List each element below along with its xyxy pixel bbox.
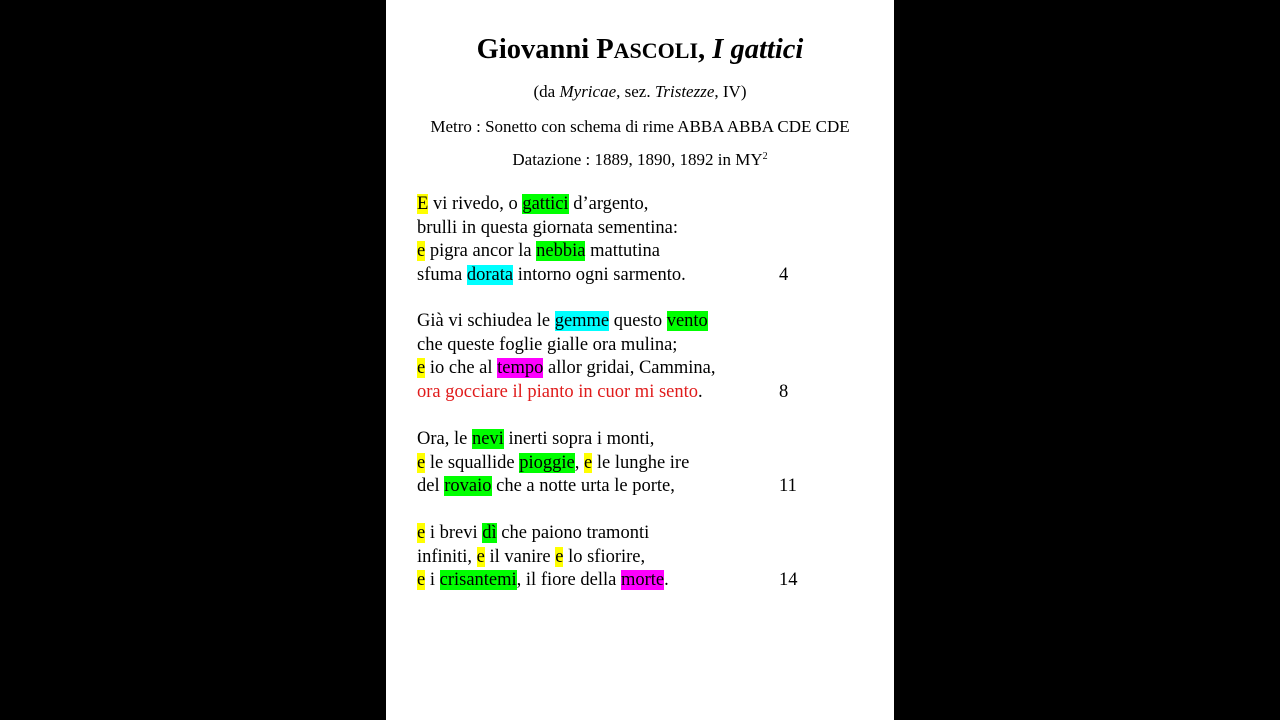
dating-line <box>386 149 894 171</box>
title-comma: , <box>698 34 713 65</box>
verse-line <box>417 475 857 499</box>
highlighted-word-yellow: e <box>417 358 426 378</box>
verse-text-segment: , <box>574 452 584 473</box>
highlighted-word-green: dì <box>482 523 497 543</box>
verse-text-segment: vi rivedo, o <box>428 194 523 214</box>
verse-text-segment: , il fiore della <box>516 570 621 590</box>
verse-text-segment: i <box>425 570 440 590</box>
author-last-initial: P <box>596 34 614 65</box>
stanza-3 <box>417 428 857 499</box>
verse-line <box>417 240 857 264</box>
line-number: 14 <box>779 570 798 590</box>
stanza-4 <box>417 522 857 593</box>
verse-line <box>417 334 857 358</box>
verse-text-segment: allor gridai, Cammina, <box>543 358 716 378</box>
document-page <box>386 0 894 720</box>
verse-text-segment: questo <box>609 311 667 331</box>
highlighted-word-yellow: e <box>417 523 426 543</box>
highlighted-word-cyan: gemme <box>554 311 610 331</box>
highlighted-word-yellow: E <box>417 194 429 214</box>
line-number: 8 <box>779 381 789 402</box>
verse-line <box>417 217 857 241</box>
verse-text-segment: i brevi <box>425 523 483 543</box>
highlighted-word-green: pioggie <box>519 452 575 473</box>
verse-line <box>417 381 857 405</box>
red-text-segment: ora gocciare il pianto in cuor mi sento <box>417 381 699 402</box>
metre-line: Metro : Sonetto con schema di rime ABBA ABBA CDE CDE <box>430 117 850 136</box>
verse-line <box>417 193 857 217</box>
verse-line <box>417 357 857 381</box>
verse-line <box>417 428 857 452</box>
line-number: 11 <box>779 476 797 496</box>
dating-text: Datazione : 1889, 1890, 1892 in MY <box>512 150 763 169</box>
verse-text-segment: sfuma <box>417 264 467 285</box>
stanza-1 <box>417 193 857 287</box>
highlighted-word-yellow: e <box>417 570 426 590</box>
verse-text-segment: del <box>417 476 445 496</box>
source-prefix: (da <box>533 82 560 101</box>
verse-text-segment: che paiono tramonti <box>496 523 650 543</box>
source-suffix: , IV) <box>714 82 747 101</box>
source-middle: , sez. <box>616 82 655 101</box>
verse-text-segment: io che al <box>425 358 498 378</box>
verse-text-segment: le squallide <box>425 452 520 473</box>
verse-text-segment: inerti sopra i monti, <box>503 429 655 449</box>
source-section: Tristezze <box>654 82 715 101</box>
verse-line <box>417 569 857 593</box>
verse-text-segment: mattutina <box>585 241 660 261</box>
line-number: 4 <box>779 264 789 285</box>
verse-text-segment: Già vi schiudea le <box>417 311 555 331</box>
author-last-name-rest: ASCOLI <box>613 38 699 63</box>
highlighted-word-magenta: tempo <box>497 358 544 378</box>
highlighted-word-yellow: e <box>417 241 426 261</box>
verse-text-segment: pigra ancor la <box>425 241 537 261</box>
highlighted-word-green: nevi <box>471 429 504 449</box>
highlighted-word-yellow: e <box>417 452 426 473</box>
highlighted-word-yellow: e <box>584 452 593 473</box>
author-first-name: Giovanni <box>476 34 597 65</box>
highlighted-word-green: gattici <box>522 194 569 214</box>
source-collection: Myricae <box>559 82 617 101</box>
verse-line <box>417 452 857 476</box>
highlighted-word-green: rovaio <box>444 476 492 496</box>
verse-line <box>417 522 857 546</box>
source-line <box>386 81 894 103</box>
highlighted-word-green: nebbia <box>536 241 586 261</box>
dating-superscript: 2 <box>762 151 768 162</box>
verse-line <box>417 310 857 334</box>
verse-text-segment: che queste foglie gialle ora mulina; <box>417 334 678 355</box>
verse-text-segment: il vanire <box>484 546 556 567</box>
verse-text-segment: d’argento, <box>568 194 649 214</box>
verse-line <box>417 264 857 288</box>
verse-line <box>417 546 857 570</box>
verse-text-segment: che a notte urta le porte, <box>491 476 675 496</box>
verse-text-segment: lo sfiorire, <box>563 546 646 567</box>
verse-text-segment: le lunghe ire <box>592 452 690 473</box>
highlighted-word-magenta: morte <box>620 570 665 590</box>
document-title <box>386 31 894 70</box>
highlighted-word-green: vento <box>666 311 708 331</box>
highlighted-word-yellow: e <box>476 546 485 567</box>
verse-text-segment: infiniti, <box>417 546 477 567</box>
highlighted-word-yellow: e <box>555 546 564 567</box>
verse-text-segment: intorno ogni sarmento. <box>513 264 686 285</box>
stanza-2 <box>417 310 857 404</box>
verse-text-segment: . <box>664 570 669 590</box>
highlighted-word-cyan: dorata <box>466 264 514 285</box>
verse-text-segment: Ora, le <box>417 429 472 449</box>
work-title: I gattici <box>712 34 804 65</box>
verse-text-segment: brulli in questa giornata sementina: <box>417 217 678 238</box>
verse-text-segment: . <box>698 381 703 402</box>
highlighted-word-green: crisantemi <box>439 570 517 590</box>
